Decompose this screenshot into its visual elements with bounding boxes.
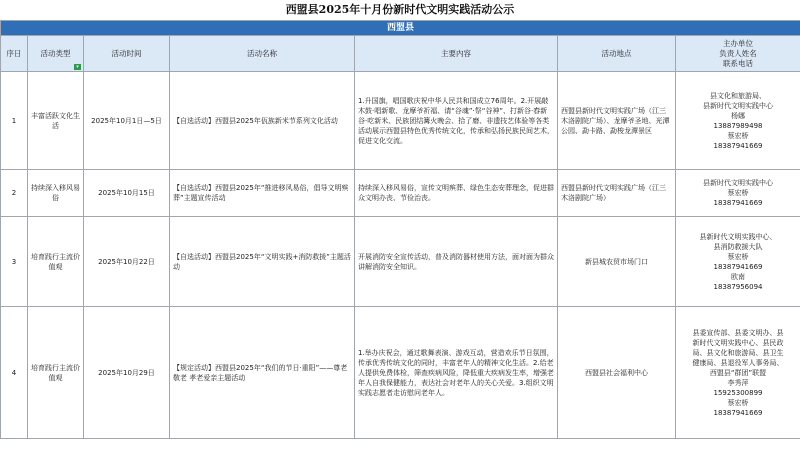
cell-name[interactable]: 【规定活动】西盟县2025年“我们的节日·重阳”——尊老敬老 孝老爱亲主题活动 — [170, 307, 355, 439]
cell-content[interactable]: 持续深入移风易俗，宣传文明殡葬、绿色生态安葬理念，促进群众文明办丧、节俭治丧。 — [355, 170, 558, 217]
org-line: 蔡宏桥 — [727, 131, 749, 140]
cell-place[interactable]: 新县城农贸市场门口 — [558, 217, 676, 307]
filter-icon[interactable]: ▾ — [74, 64, 81, 70]
activity-table — [0, 20, 800, 439]
header-type[interactable] — [28, 36, 84, 72]
cell-type[interactable]: 持续深入移风易俗 — [28, 170, 84, 217]
header-content[interactable]: 主要内容 — [355, 36, 558, 72]
org-line: 蔡宏桥 — [727, 398, 749, 407]
cell-place[interactable]: 西盟县社会福利中心 — [558, 307, 676, 439]
cell-content[interactable]: 1.举办庆祝会，通过歌舞表演、游戏互动，营造欢乐节日氛围，传承优秀传统文化的同时，丰富老年人的精神文化生活。2.给老人提供免费体检，筛查疾病风险，降低重大疾病发生率，增强老年人自我保健能力，表达社会对老年人的关心关爱。3.组织文明实践志愿者走访慰问老年人。 — [355, 307, 558, 439]
header-time[interactable]: 活动时间 — [84, 36, 170, 72]
cell-content[interactable]: 开展消防安全宣传活动，普及消防器材使用方法，面对面为群众讲解消防安全知识。 — [355, 217, 558, 307]
cell-place[interactable]: 西盟县新时代文明实践广场（江三木洛剧院广场） — [558, 170, 676, 217]
cell-org[interactable] — [676, 307, 800, 439]
cell-time[interactable]: 2025年10月15日 — [84, 170, 170, 217]
cell-name[interactable]: 【自选活动】西盟县2025年“文明实践+消防救援”主题活动 — [170, 217, 355, 307]
header-place[interactable]: 活动地点 — [558, 36, 676, 72]
table-row — [1, 72, 800, 170]
cell-no[interactable]: 3 — [1, 217, 28, 307]
cell-type[interactable]: 丰富活跃文化生活 — [28, 72, 84, 170]
region-row — [1, 21, 800, 36]
table-row — [1, 217, 800, 307]
cell-org[interactable] — [676, 72, 800, 170]
org-line: 13887989498 — [713, 121, 763, 130]
org-line: 李秀萍 — [727, 378, 749, 387]
header-org-line: 主办单位 — [723, 38, 753, 48]
org-line: 健康局、县退役军人事务局、 — [692, 358, 784, 367]
cell-name[interactable]: 【自选活动】西盟县2025年佤族新米节系列文化活动 — [170, 72, 355, 170]
org-line: 县新时代文明实践中心、 — [699, 232, 777, 241]
cell-org[interactable] — [676, 170, 800, 217]
region-label: 西盟县 — [1, 21, 800, 36]
cell-content[interactable]: 1.升国旗，唱国歌庆祝中华人民共和国成立76周年。2.开展敲木鼓·唱新歌、龙摩爷祈福、请“谷魂”·祭“谷神”、打新谷·舂新谷·吃新米、民族团结篝火晚会、拾了磨、非遗技艺体验等各类活动展示西盟县特色优秀传统文化，传承和弘扬民族民间艺术，促进文化交流。 — [355, 72, 558, 170]
header-name[interactable]: 活动名称 — [170, 36, 355, 72]
cell-org[interactable] — [676, 217, 800, 307]
org-line: 县新时代文明实践中心 — [703, 101, 773, 110]
org-line: 新时代文明实践中心、县民政 — [692, 338, 784, 347]
cell-time[interactable]: 2025年10月29日 — [84, 307, 170, 439]
table-row — [1, 307, 800, 439]
cell-no[interactable]: 2 — [1, 170, 28, 217]
org-line: 局、县文化和旅游局、县卫生 — [692, 348, 784, 357]
header-org[interactable] — [676, 36, 800, 72]
org-line: 县文化和旅游局、 — [710, 91, 766, 100]
org-line: 西盟县“群团”联盟 — [709, 368, 767, 377]
cell-type[interactable]: 培育践行主流价值观 — [28, 307, 84, 439]
header-org-line: 负责人姓名 — [719, 48, 757, 58]
org-line: 18387941669 — [713, 408, 763, 417]
page-title: 西盟县2025年十月份新时代文明实践活动公示 — [285, 3, 515, 16]
cell-name[interactable]: 【自选活动】西盟县2025年“推进移风易俗，倡导文明殡葬”主题宣传活动 — [170, 170, 355, 217]
org-line: 18387941669 — [713, 262, 763, 271]
header-row — [1, 36, 800, 72]
cell-no[interactable]: 4 — [1, 307, 28, 439]
header-org-line: 联系电话 — [723, 58, 753, 68]
cell-time[interactable]: 2025年10月22日 — [84, 217, 170, 307]
org-line: 18387941669 — [713, 141, 763, 150]
org-line: 15925300899 — [713, 388, 763, 397]
org-line: 18387941669 — [713, 199, 763, 207]
org-line: 蔡宏桥 — [727, 189, 749, 197]
cell-time[interactable]: 2025年10月1日—5日 — [84, 72, 170, 170]
header-no[interactable]: 序日 — [1, 36, 28, 72]
cell-place[interactable]: 西盟县新时代文明实践广场（江三木洛剧院广场）、龙摩爷圣地、光潭公园、勐卡路、勐梭龙潭景区 — [558, 72, 676, 170]
org-line: 蔡宏桥 — [727, 252, 749, 261]
org-line: 县委宣传部、县委文明办、县 — [692, 328, 784, 337]
org-line: 杨娜 — [731, 111, 745, 120]
org-line: 18387956094 — [713, 282, 763, 291]
table-row — [1, 170, 800, 217]
header-type-label: 活动类型 — [40, 48, 71, 58]
org-line: 县新时代文明实践中心 — [703, 179, 773, 187]
cell-type[interactable]: 培育践行主流价值观 — [28, 217, 84, 307]
cell-no[interactable]: 1 — [1, 72, 28, 170]
org-line: 欧南 — [731, 272, 745, 281]
org-line: 县消防救援大队 — [713, 242, 763, 251]
